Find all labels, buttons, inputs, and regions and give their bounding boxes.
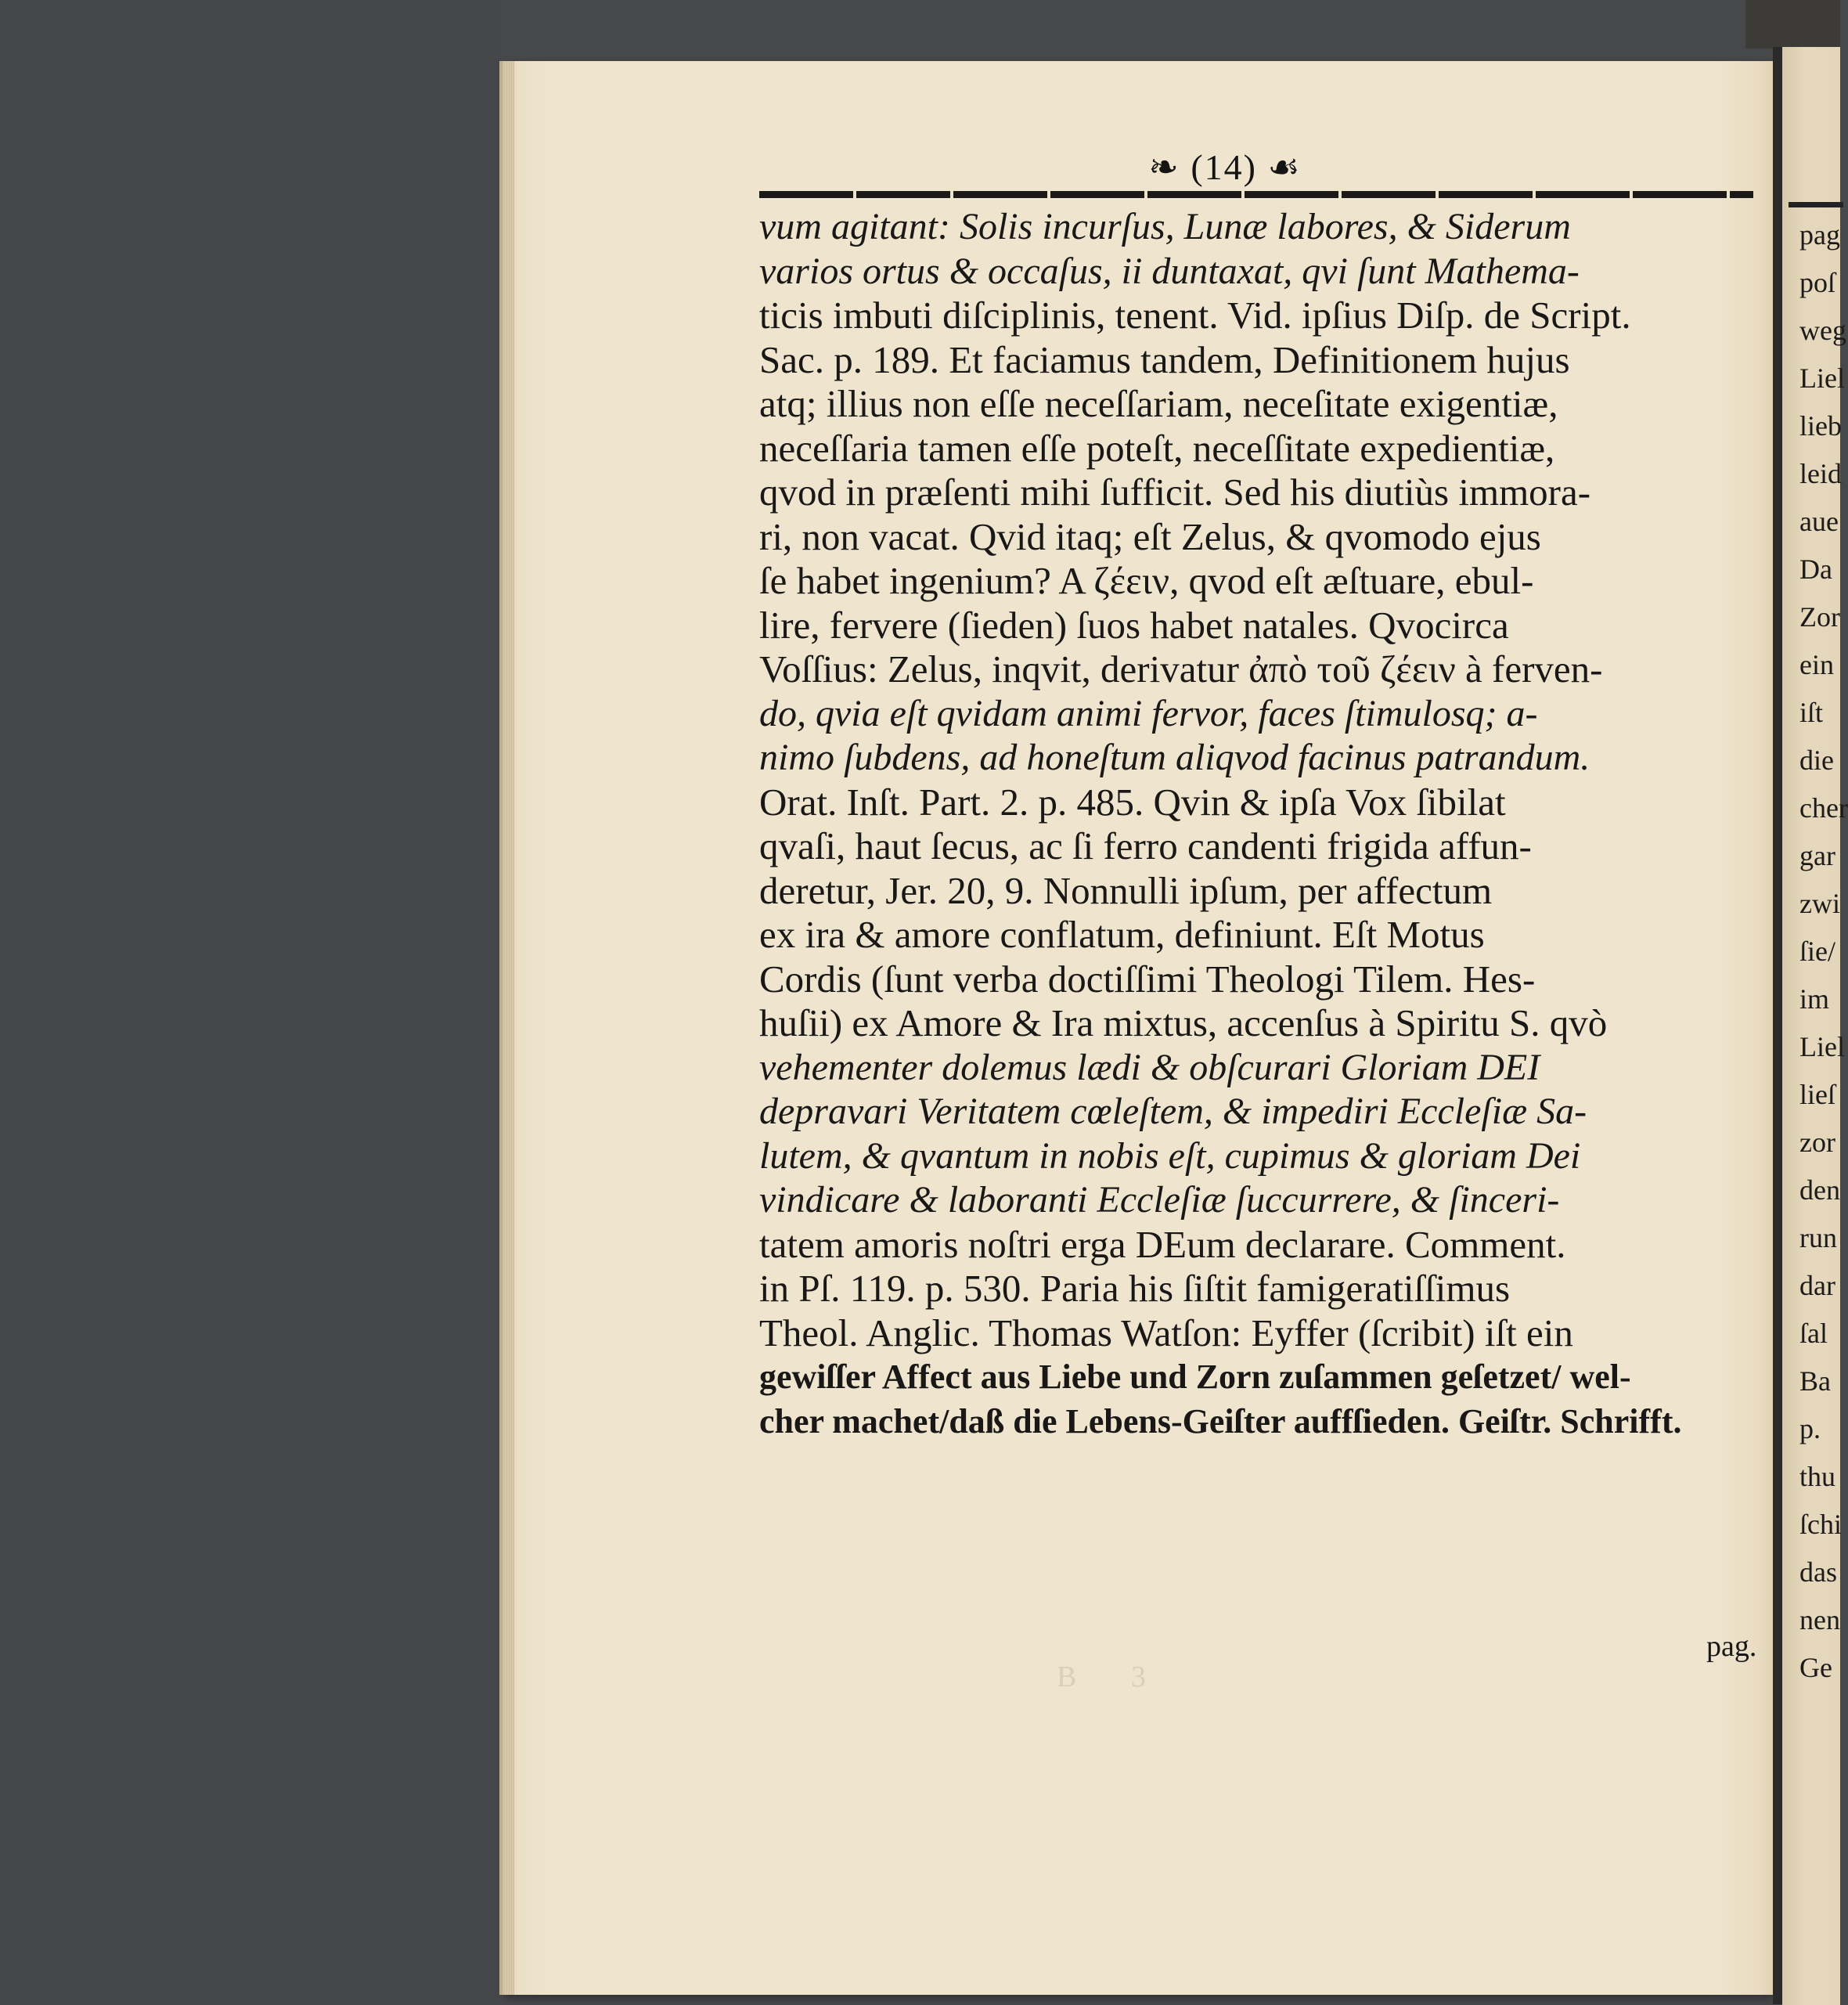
facing-page-fragment: zwi — [1799, 888, 1840, 919]
book-edge-top — [1745, 0, 1840, 49]
text-line: gewiſſer Affect aus Liebe und Zorn zuſammen geſetzet/ wel- — [759, 1358, 1631, 1396]
page-stack-edge — [505, 61, 514, 1995]
facing-page-fragment: thu — [1799, 1461, 1836, 1492]
text-line: lutem, & qvantum in nobis eſt, cupimus & gloriam Dei — [759, 1134, 1581, 1177]
page-number: (14) — [1191, 147, 1257, 187]
text-line: ticis imbuti diſciplinis, tenent. Vid. ipſius Diſp. de Script. — [759, 294, 1631, 337]
background-left — [0, 0, 501, 2005]
text-line: ex ira & amore conflatum, definiunt. Eſt Motus — [759, 913, 1485, 956]
book-gutter — [1773, 47, 1782, 2004]
facing-page-fragment: gar — [1799, 840, 1835, 871]
text-line: vehementer dolemus lædi & obſcurari Gloriam DEI — [759, 1046, 1540, 1088]
facing-page-fragment: poſ — [1799, 267, 1836, 298]
facing-page-fragment: Da — [1799, 554, 1832, 585]
facing-page-fragment: aue — [1799, 506, 1839, 537]
facing-page-fragment: die — [1799, 745, 1834, 776]
text-line: Cordis (ſunt verba doctiſſimi Theologi Tilem. Hes- — [759, 957, 1536, 1001]
header-ornament-right: ☙ — [1267, 147, 1302, 187]
facing-page-fragment: ein — [1799, 649, 1834, 680]
text-line: depravari Veritatem cœleſtem, & impediri Eccleſiæ Sa- — [759, 1091, 1587, 1132]
text-line: ſe habet ingenium? A ζέειν, qvod eſt æſtuare, ebul- — [759, 559, 1534, 602]
facing-page-fragment: Ge — [1799, 1652, 1832, 1683]
facing-page-fragment: Liel — [1799, 1031, 1845, 1062]
text-line: atq; illius non eſſe neceſſariam, neceſitate exigentiæ, — [759, 382, 1558, 425]
text-line: nimo ſubdens, ad honeſtum aliqvod facinus patrandum. — [759, 737, 1590, 778]
facing-page-fragment: das — [1799, 1556, 1837, 1588]
signature-mark: B 3 — [1057, 1661, 1169, 1693]
body-text — [759, 205, 1769, 1444]
text-line: varios ortus & occaſus, ii duntaxat, qvi ſunt Mathema- — [759, 250, 1580, 292]
text-line: ri, non vacat. Qvid itaq; eſt Zelus, & qvomodo ejus — [759, 514, 1541, 558]
facing-page-fragment: iſt — [1799, 697, 1824, 728]
text-line: huſii) ex Amore & Ira mixtus, accenſus à Spiritu S. qvò — [759, 1001, 1608, 1044]
text-line: Voſſius: Zelus, inqvit, derivatur ἀπὸ τοῦ ζέειν à ferven- — [759, 647, 1603, 691]
facing-page-fragment: p. — [1799, 1413, 1821, 1444]
text-line: in Pſ. 119. p. 530. Paria his ſiſtit famigeratiſſimus — [759, 1267, 1511, 1310]
facing-page-fragment: im — [1799, 983, 1830, 1015]
facing-page-fragment: nen — [1799, 1604, 1840, 1635]
facing-page-fragment: den — [1799, 1174, 1840, 1206]
text-line: Sac. p. 189. Et faciamus tandem, Definitionem hujus — [759, 337, 1570, 381]
facing-page-fragment: cher — [1799, 792, 1848, 824]
text-line: tatem amoris noſtri erga DEum declarare. Comment. — [759, 1222, 1566, 1266]
facing-page-fragment: run — [1799, 1222, 1837, 1253]
text-line: deretur, Jer. 20, 9. Nonnulli ipſum, per affectum — [759, 868, 1493, 912]
text-line: vum agitant: Solis incurſus, Lunæ labores, & Siderum — [759, 206, 1571, 247]
facing-page-fragment: pag — [1799, 219, 1840, 251]
facing-page-fragment: lieb — [1799, 410, 1842, 442]
facing-page-fragment: ſal — [1799, 1318, 1828, 1349]
text-line: Orat. Inſt. Part. 2. p. 485. Qvin & ipſa Vox ſibilat — [759, 780, 1506, 824]
text-line: vindicare & laboranti Eccleſiæ ſuccurrere, & ſinceri- — [759, 1179, 1560, 1221]
facing-page-fragment: leid — [1799, 458, 1842, 489]
facing-page — [1782, 47, 1848, 2005]
facing-page-fragment: weg — [1799, 315, 1846, 346]
text-line: qvod in præſenti mihi ſufficit. Sed his diutiùs immora- — [759, 471, 1591, 514]
facing-page-fragment: Zor — [1799, 601, 1840, 633]
facing-page-rule — [1789, 202, 1843, 207]
text-line: lire, fervere (ſieden) ſuos habet natales. Qvocirca — [759, 603, 1509, 647]
text-line: Theol. Anglic. Thomas Watſon: Eyffer (ſcribit) iſt ein — [759, 1311, 1573, 1354]
header-rule — [759, 191, 1753, 198]
text-line: qvaſi, haut ſecus, ac ſi ferro candenti frigida affun- — [759, 824, 1532, 867]
catchword: pag. — [1706, 1630, 1757, 1663]
text-line: do, qvia eſt qvidam animi fervor, faces ſtimulosq; a- — [759, 692, 1538, 734]
facing-page-fragment: Liel — [1799, 362, 1845, 394]
page-header — [1045, 146, 1405, 193]
text-line: neceſſaria tamen eſſe poteſt, neceſſitate expedientiæ, — [759, 426, 1555, 470]
text-line: cher machet/daß die Lebens-Geiſter auffſieden. Geiſtr. Schrifft. — [759, 1401, 1682, 1441]
header-ornament-left: ❧ — [1148, 147, 1180, 187]
facing-page-fragment: lieſ — [1799, 1079, 1835, 1110]
facing-page-fragment: ſchi — [1799, 1509, 1842, 1540]
facing-page-fragment: ſie/ — [1799, 936, 1835, 967]
facing-page-fragment: dar — [1799, 1270, 1835, 1301]
facing-page-fragment: zor — [1799, 1127, 1835, 1158]
facing-page-fragment: Ba — [1799, 1365, 1831, 1397]
